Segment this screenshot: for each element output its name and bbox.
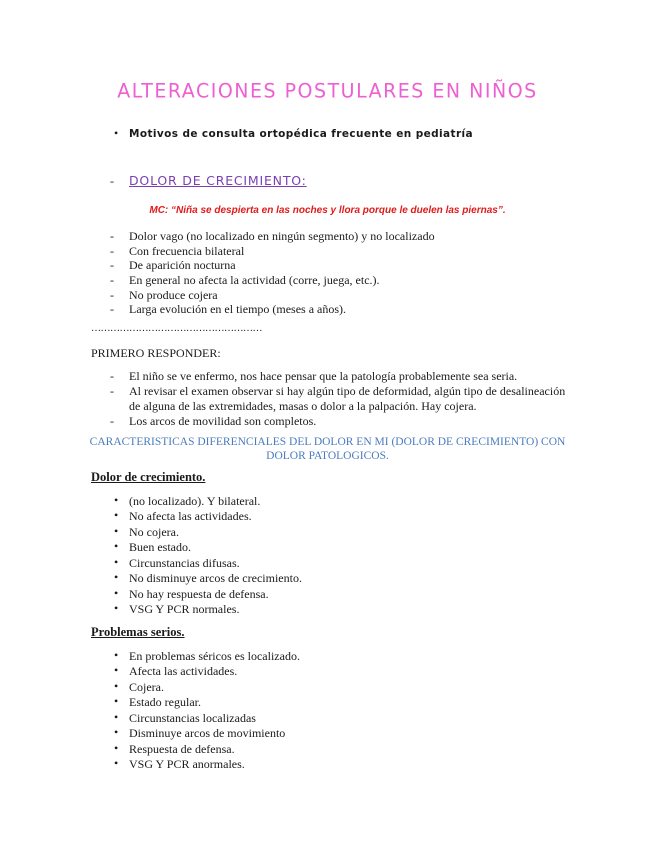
dash-mark: - <box>110 414 114 428</box>
feature-text: Con frecuencia bilateral <box>129 244 245 258</box>
bullet-mark: • <box>114 710 119 724</box>
list-item-text: Disminuye arcos de movimiento <box>129 726 286 740</box>
feature-text: De aparición nocturna <box>129 258 236 272</box>
feature-text: Larga evolución en el tiempo (meses a años). <box>129 302 347 316</box>
list-item-text: No disminuye arcos de crecimiento. <box>129 571 302 585</box>
list-item-text: Circunstancias difusas. <box>129 556 240 570</box>
list-item-text: Afecta las actividades. <box>129 664 238 678</box>
list-item-text: No afecta las actividades. <box>129 509 252 523</box>
list-item-text: (no localizado). Y bilateral. <box>129 494 261 508</box>
list-item-text: No cojera. <box>129 525 179 539</box>
bullet-mark: • <box>114 524 119 538</box>
list-item-text: Buen estado. <box>129 540 191 554</box>
dash-mark: - <box>110 273 114 287</box>
dash-mark: - <box>110 288 114 302</box>
responder-text: de alguna de las extremidades, masas o dolor a la palpación. Hay cojera. <box>129 399 477 413</box>
responder-text: Al revisar el examen observar si hay algún tipo de deformidad, algún tipo de desalineación <box>129 384 566 398</box>
dolor-section-heading: Dolor de crecimiento. <box>91 470 206 484</box>
crecimiento-heading: DOLOR DE CRECIMIENTO: <box>129 173 307 188</box>
dash-mark: - <box>110 384 114 398</box>
bullet-mark: • <box>114 663 119 677</box>
dash-mark: - <box>110 174 114 188</box>
mc-quote: MC: “Niña se despierta en las noches y llora porque le duelen las piernas”. <box>149 205 506 216</box>
bullet-mark: • <box>114 586 119 600</box>
bullet-mark: • <box>114 741 119 755</box>
bullet-mark: • <box>114 539 119 553</box>
dash-mark: - <box>110 302 114 316</box>
bullet-mark: • <box>114 126 119 140</box>
bullet-mark: • <box>114 570 119 584</box>
feature-text: No produce cojera <box>129 288 218 302</box>
list-item-text: Respuesta de defensa. <box>129 742 235 756</box>
dash-mark: - <box>110 258 114 272</box>
list-item-text: Estado regular. <box>129 695 201 709</box>
diferenciales-line: CARACTERISTICAS DIFERENCIALES DEL DOLOR EN MI (DOLOR DE CRECIMIENTO) CON <box>89 436 566 448</box>
dotted-separator: ……………………………………………… <box>91 323 262 334</box>
diferenciales-heading <box>85 435 570 463</box>
problemas-section-heading: Problemas serios. <box>91 625 185 639</box>
motivos-text: Motivos de consulta ortopédica frecuente en pediatría <box>129 128 474 140</box>
bullet-mark: • <box>114 508 119 522</box>
bullet-mark: • <box>114 694 119 708</box>
bullet-mark: • <box>114 725 119 739</box>
list-item-text: VSG Y PCR anormales. <box>129 757 245 771</box>
dash-mark: - <box>110 229 114 243</box>
bullet-mark: • <box>114 756 119 770</box>
responder-text: El niño se ve enfermo, nos hace pensar que la patología probablemente sea seria. <box>129 369 518 383</box>
bullet-mark: • <box>114 601 119 615</box>
list-item-text: No hay respuesta de defensa. <box>129 587 269 601</box>
bullet-mark: • <box>114 493 119 507</box>
list-item-text: Circunstancias localizadas <box>129 711 256 725</box>
list-item-text: VSG Y PCR normales. <box>129 602 240 616</box>
bullet-mark: • <box>114 679 119 693</box>
dash-mark: - <box>110 244 114 258</box>
list-item-text: En problemas séricos es localizado. <box>129 649 300 663</box>
bullet-mark: • <box>114 648 119 662</box>
page-title: ALTERACIONES POSTULARES EN NIÑOS <box>117 79 538 103</box>
dash-mark: - <box>110 369 114 383</box>
bullet-mark: • <box>114 555 119 569</box>
responder-text: Los arcos de movilidad son completos. <box>129 414 317 428</box>
diferenciales-line: DOLOR PATOLOGICOS. <box>266 450 389 462</box>
primero-heading: PRIMERO RESPONDER: <box>91 346 221 360</box>
list-item-text: Cojera. <box>129 680 164 694</box>
feature-text: Dolor vago (no localizado en ningún segmento) y no localizado <box>129 229 435 243</box>
feature-text: En general no afecta la actividad (corre, juega, etc.). <box>129 273 380 287</box>
